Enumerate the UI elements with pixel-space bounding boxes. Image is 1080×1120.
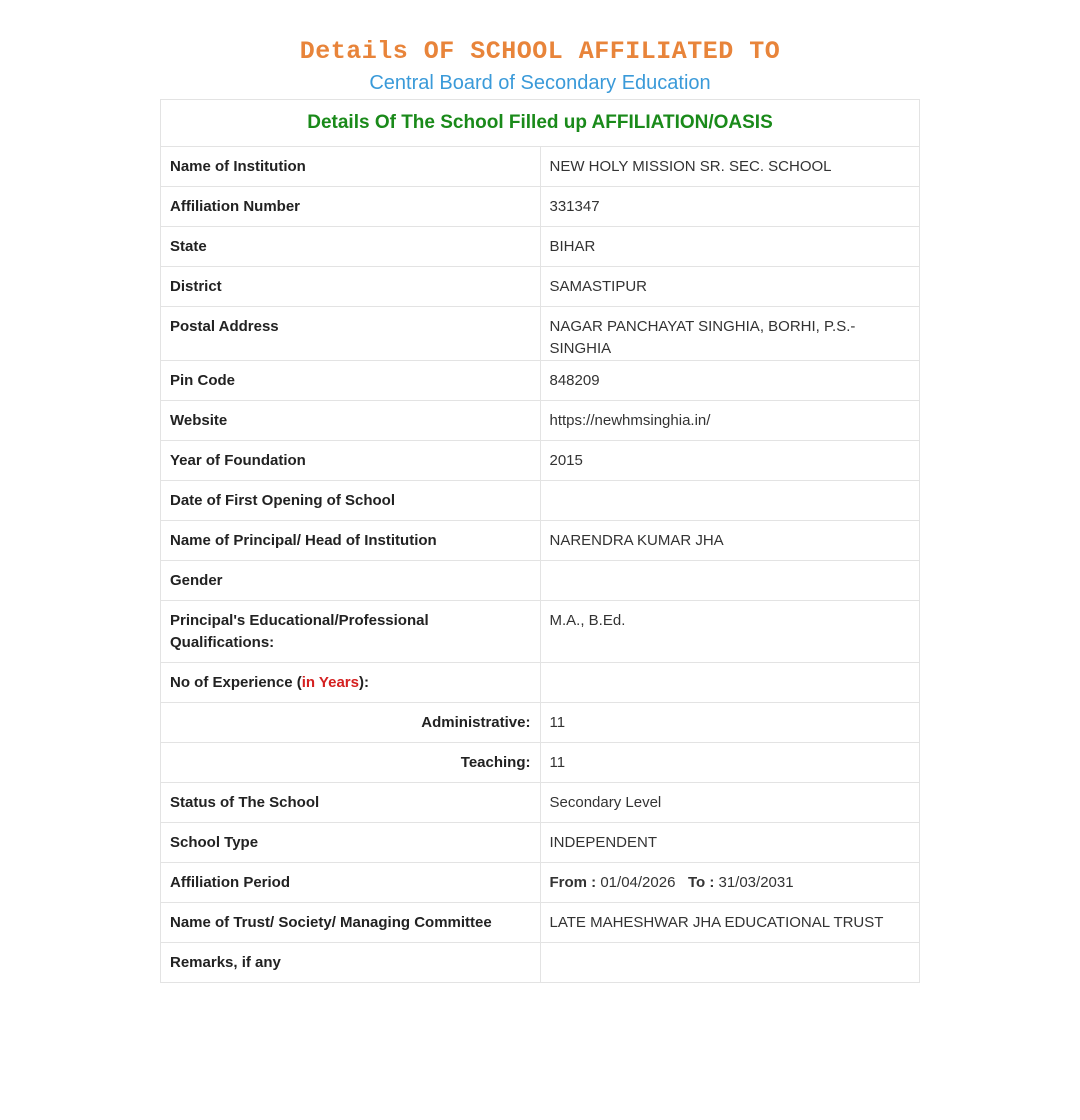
row-status-of-school	[161, 783, 920, 823]
value-experience	[540, 663, 920, 703]
value-name-of-institution: NEW HOLY MISSION SR. SEC. SCHOOL	[540, 147, 920, 187]
value-pin-code: 848209	[540, 361, 920, 401]
label-postal-address: Postal Address	[161, 307, 541, 361]
value-school-type: INDEPENDENT	[540, 823, 920, 863]
label-gender: Gender	[161, 561, 541, 601]
row-pin-code	[161, 361, 920, 401]
value-district: SAMASTIPUR	[540, 267, 920, 307]
table-heading: Details Of The School Filled up AFFILIATION/OASIS	[161, 100, 920, 147]
row-trust-society	[161, 903, 920, 943]
label-experience	[161, 663, 541, 703]
experience-label-prefix: No of Experience (	[170, 674, 302, 691]
row-affiliation-period	[161, 863, 920, 903]
row-administrative-experience	[161, 703, 920, 743]
school-details-table	[160, 99, 920, 983]
page-subtitle: Central Board of Secondary Education	[369, 72, 711, 94]
label-trust-society: Name of Trust/ Society/ Managing Committee	[161, 903, 541, 943]
row-school-type	[161, 823, 920, 863]
label-principal-qualifications: Principal's Educational/Professional Qualifications:	[161, 601, 541, 663]
row-year-of-foundation	[161, 441, 920, 481]
row-experience	[161, 663, 920, 703]
value-affiliation-period	[540, 863, 920, 903]
label-name-of-institution: Name of Institution	[161, 147, 541, 187]
value-website: https://newhmsinghia.in/	[540, 401, 920, 441]
row-gender	[161, 561, 920, 601]
value-remarks	[540, 943, 920, 983]
label-date-first-opening: Date of First Opening of School	[161, 481, 541, 521]
value-teaching-experience: 11	[540, 743, 920, 783]
value-trust-society: LATE MAHESHWAR JHA EDUCATIONAL TRUST	[540, 903, 920, 943]
value-principal-qualifications: M.A., B.Ed.	[540, 601, 920, 663]
value-postal-address: NAGAR PANCHAYAT SINGHIA, BORHI, P.S.- SINGHIA	[540, 307, 920, 361]
row-remarks	[161, 943, 920, 983]
label-year-of-foundation: Year of Foundation	[161, 441, 541, 481]
value-date-first-opening	[540, 481, 920, 521]
row-district	[161, 267, 920, 307]
value-administrative-experience: 11	[540, 703, 920, 743]
row-date-first-opening	[161, 481, 920, 521]
affiliation-from-value: 01/04/2026	[600, 874, 676, 891]
label-status-of-school: Status of The School	[161, 783, 541, 823]
label-state: State	[161, 227, 541, 267]
page-title: Details OF SCHOOL AFFILIATED TO	[299, 37, 781, 66]
label-district: District	[161, 267, 541, 307]
label-school-type: School Type	[161, 823, 541, 863]
value-principal-name: NARENDRA KUMAR JHA	[540, 521, 920, 561]
row-principal-qualifications	[161, 601, 920, 663]
experience-label-highlight: in Years	[301, 674, 359, 691]
value-gender	[540, 561, 920, 601]
label-administrative-experience: Administrative:	[161, 703, 541, 743]
row-postal-address	[161, 307, 920, 361]
label-pin-code: Pin Code	[161, 361, 541, 401]
label-affiliation-number: Affiliation Number	[161, 187, 541, 227]
affiliation-from-label: From :	[549, 874, 597, 891]
label-teaching-experience: Teaching:	[161, 743, 541, 783]
row-principal-name	[161, 521, 920, 561]
affiliation-to-value: 31/03/2031	[718, 874, 794, 891]
label-principal-name: Name of Principal/ Head of Institution	[161, 521, 541, 561]
row-state	[161, 227, 920, 267]
label-website: Website	[161, 401, 541, 441]
table-heading-row	[161, 100, 920, 147]
affiliation-to-label: To :	[687, 874, 715, 891]
label-affiliation-period: Affiliation Period	[161, 863, 541, 903]
experience-label-suffix: ):	[358, 674, 369, 691]
row-name-of-institution	[161, 147, 920, 187]
value-year-of-foundation: 2015	[540, 441, 920, 481]
value-status-of-school: Secondary Level	[540, 783, 920, 823]
row-affiliation-number	[161, 187, 920, 227]
value-affiliation-number: 331347	[540, 187, 920, 227]
value-state: BIHAR	[540, 227, 920, 267]
row-website	[161, 401, 920, 441]
row-teaching-experience	[161, 743, 920, 783]
label-remarks: Remarks, if any	[161, 943, 541, 983]
